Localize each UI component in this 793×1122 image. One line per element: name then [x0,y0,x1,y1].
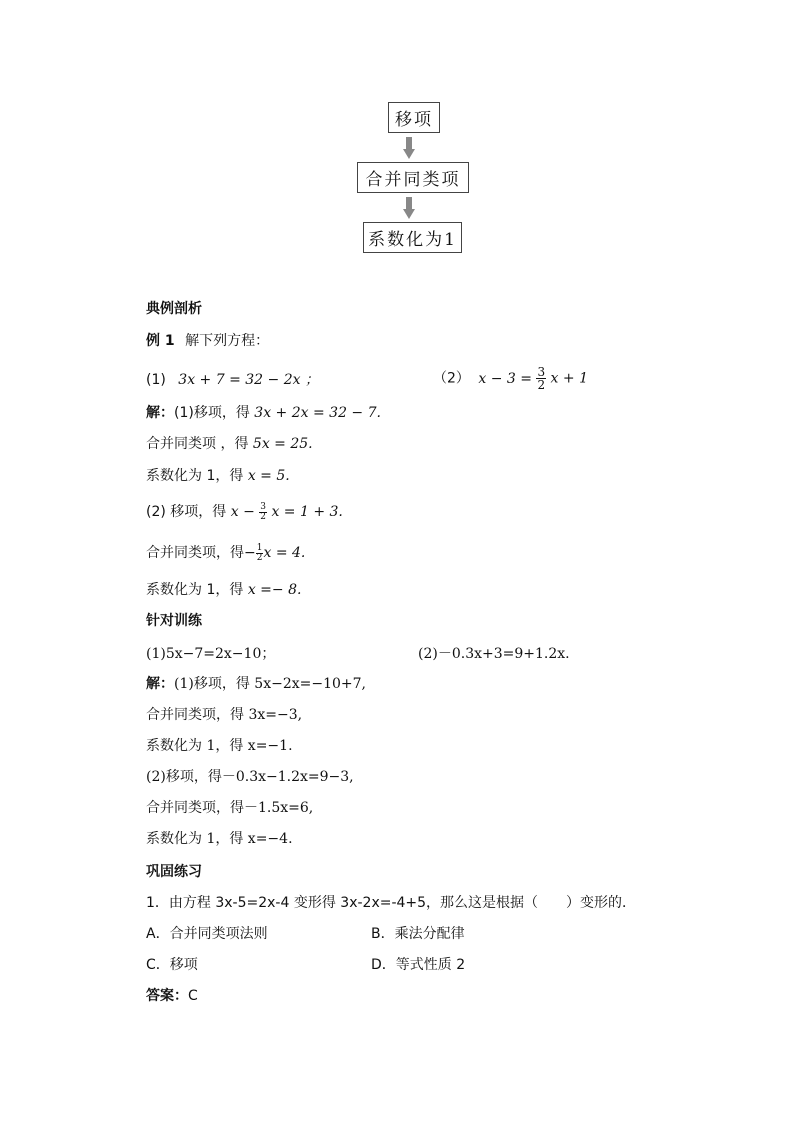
option-a: A．合并同类项法则 [146,926,268,942]
equation-number: （2） [433,370,470,387]
solution-step-equation: 3x + 2x = 32 − 7. [254,405,381,421]
example-1-heading [146,331,269,351]
flowchart-step-move-terms: 移项 [388,102,440,133]
practice-solution-3: 系数化为 1，得 x=−1. [146,738,293,754]
answer-label: 答案： [146,988,188,1004]
solution-step-text: 系数化为 1，得 [146,468,244,484]
solution-step-text: (2) 移项，得 [146,504,227,520]
example-label: 例 1 [146,333,175,349]
fraction-numerator: 1 [256,542,263,553]
equation-right: x + 1 [550,370,588,387]
fraction-denominator: 2 [260,511,266,522]
answer [146,986,198,1006]
solution-2c [146,580,301,600]
solution-label: 解： [146,676,174,692]
fraction-numerator: 3 [537,365,546,379]
fraction [536,366,546,391]
example-intro: 解下列方程： [185,333,270,349]
practice-solution-1 [146,674,366,694]
solution-1b [146,434,313,454]
section-title-examples: 典例剖析 [146,301,202,317]
option-b: B．乘法分配律 [371,926,465,942]
practice-solution-6: 系数化为 1，得 x=−4. [146,831,293,847]
practice-problem-1: (1)5x−7=2x−10； [146,646,276,662]
solution-2b [146,543,305,563]
down-arrow-icon [403,197,415,219]
solution-1c [146,466,290,486]
practice-problem-2: (2)－0.3x+3=9+1.2x. [418,646,570,662]
solution-step-equation: x =− 8. [247,582,302,598]
solution-step-equation: x = 5. [247,468,290,484]
section-title-consolidation: 巩固练习 [146,864,202,880]
option-c: C．移项 [146,957,198,973]
fraction [259,503,267,522]
flowchart-step-coefficient-to-one: 系数化为1 [363,222,462,253]
practice-solution-5: 合并同类项，得－1.5x=6, [146,800,314,816]
answer-value: C [188,988,198,1004]
solution-step-text: (1)移项，得 5x−2x=−10+7, [174,676,366,692]
fraction-numerator: 3 [260,501,266,512]
solution-step-equation: 5x = 25. [252,436,313,452]
flowchart-step-combine-like-terms: 合并同类项 [357,162,469,193]
solution-step-equation-left: x − [230,504,255,520]
solution-step-text: 系数化为 1，得 [146,582,244,598]
section-title-practice: 针对训练 [146,613,202,629]
equation-1 [146,370,319,390]
equation-expression: 3x + 7 = 32 − 2x ； [178,372,319,388]
question-1: 1．由方程 3x-5=2x-4 变形得 3x-2x=-4+5，那么这是根据（ ）变形的． [146,895,637,911]
fraction-denominator: 2 [256,552,263,563]
solution-step-text: (1)移项，得 [174,405,250,421]
down-arrow-icon [403,137,415,159]
fraction-denominator: 2 [537,378,546,392]
option-d: D．等式性质 2 [371,957,466,973]
solution-step-equation-right: x = 4. [263,545,306,561]
practice-solution-2: 合并同类项，得 3x=−3, [146,707,303,723]
equation-number: (1) [146,372,166,388]
practice-solution-4: (2)移项，得－0.3x−1.2x=9−3, [146,769,354,785]
solution-step-text: 合并同类项 ，得 [146,436,249,452]
equation-2 [433,366,588,391]
solution-2a [146,502,343,522]
solution-step-text: 合并同类项，得− [146,545,256,561]
solution-step-equation-right: x = 1 + 3. [271,504,343,520]
solution-1a [146,403,381,423]
solution-label: 解： [146,405,174,421]
equation-left: x − 3 = [478,370,532,387]
